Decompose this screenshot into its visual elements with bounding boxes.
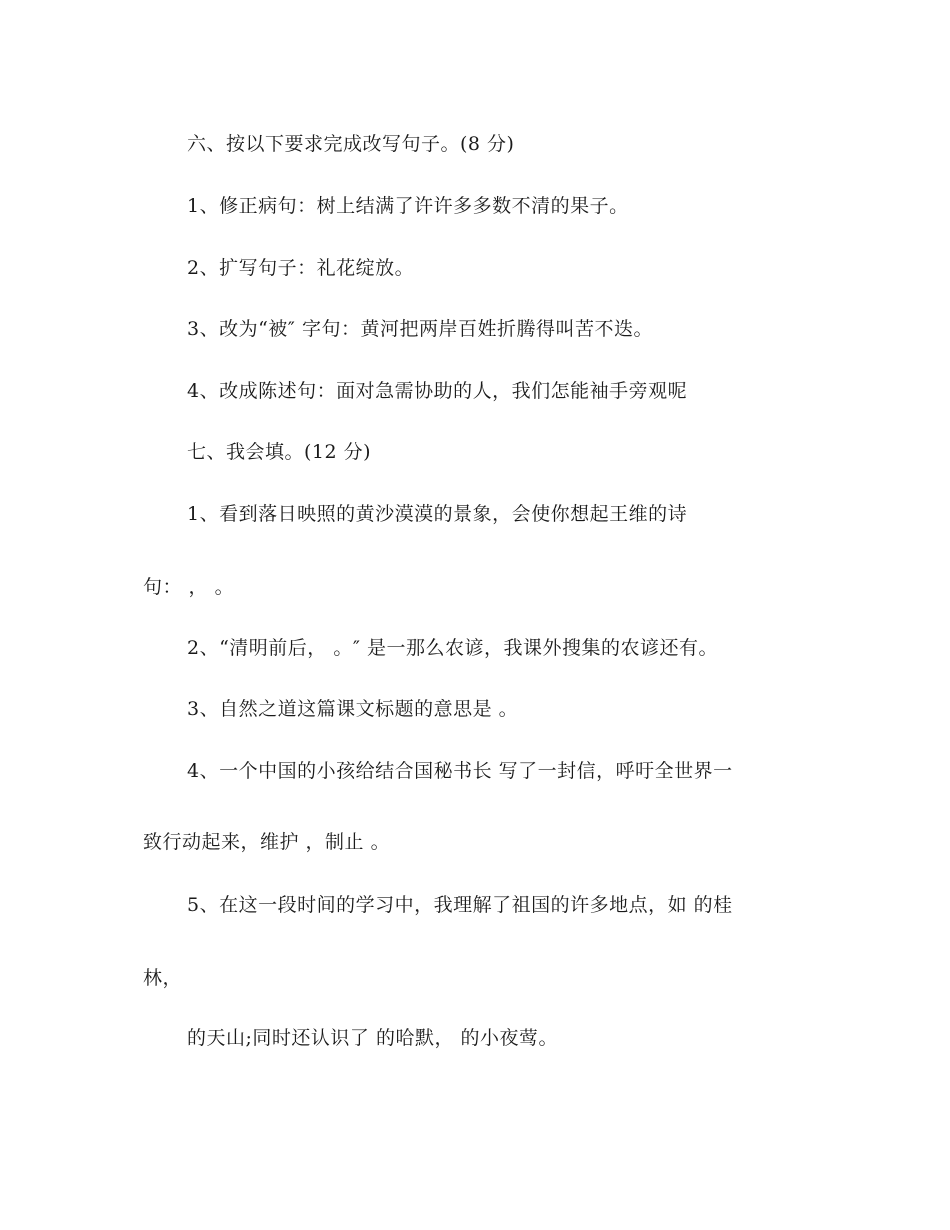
section-7-q5-line-3: 的天山;同时还认识了 的哈默， 的小夜莺。 — [187, 1027, 558, 1049]
section-7-q5-line-2: 林， — [143, 967, 183, 989]
section-6-item-4: 4、改成陈述句：面对急需协助的人，我们怎能袖手旁观呢 — [187, 380, 688, 402]
section-7-q5-line-1: 5、在这一段时间的学习中，我理解了祖国的许多地点，如 的桂 — [187, 894, 733, 916]
section-7-q4-line-1: 4、一个中国的小孩给结合国秘书长 写了一封信，呼吁全世界一 — [187, 760, 733, 782]
section-6-heading: 六、按以下要求完成改写句子。(8 分) — [187, 133, 515, 155]
section-7-q3: 3、自然之道这篇课文标题的意思是 。 — [187, 698, 519, 720]
section-6-item-1: 1、修正病句：树上结满了许许多多数不清的果子。 — [187, 195, 629, 217]
section-7-q1-line-1: 1、看到落日映照的黄沙漠漠的景象，会使你想起王维的诗 — [187, 503, 688, 525]
section-7-q4-line-2: 致行动起来，维护 ，制止 。 — [143, 831, 391, 853]
section-6-item-2: 2、扩写句子：礼花绽放。 — [187, 257, 415, 279]
section-6-item-3: 3、改为“被″ 字句：黄河把两岸百姓折腾得叫苦不迭。 — [187, 318, 653, 340]
section-7-q2: 2、“清明前后， 。″ 是一那么农谚，我课外搜集的农谚还有。 — [187, 637, 718, 659]
section-7-heading: 七、我会填。(12 分) — [187, 441, 372, 463]
section-7-q1-line-2: 句： ， 。 — [143, 576, 235, 598]
